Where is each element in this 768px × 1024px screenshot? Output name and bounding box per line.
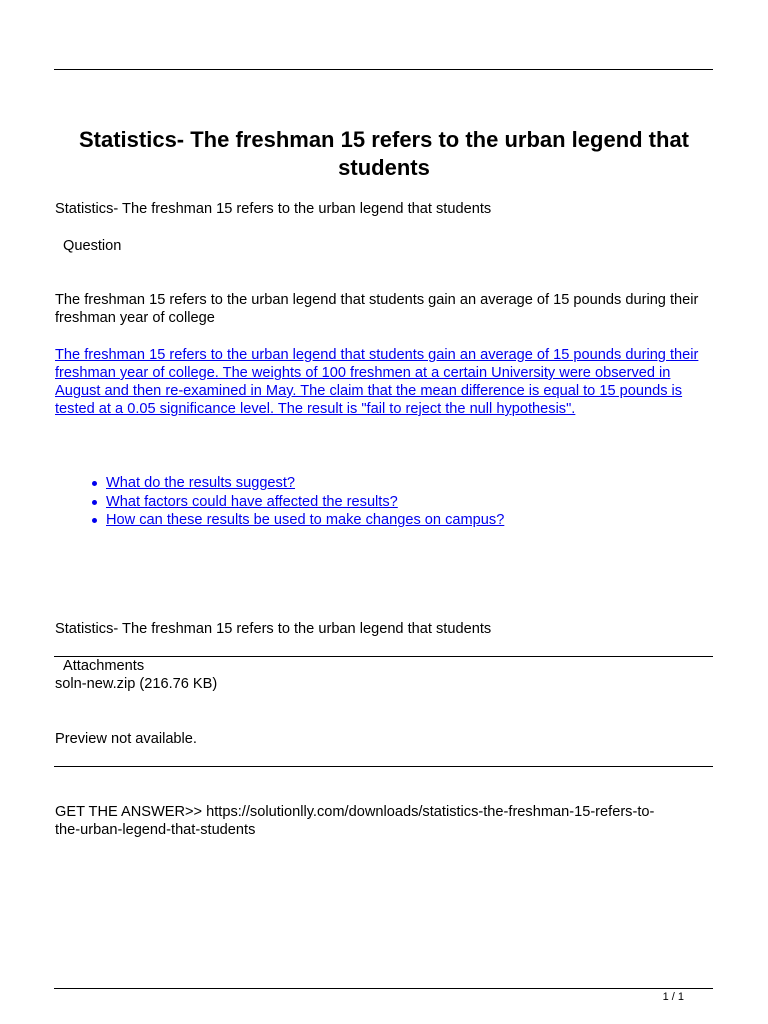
- list-item: [88, 474, 504, 493]
- repeat-title: Statistics- The freshman 15 refers to the urban legend that students: [55, 621, 492, 637]
- question-link-campus[interactable]: How can these results be used to make changes on campus?: [106, 512, 505, 528]
- attachments-top-divider: [54, 656, 713, 657]
- answer-line-2: the-urban-legend-that-students: [55, 822, 256, 838]
- question-list: [88, 474, 504, 530]
- intro-text: The freshman 15 refers to the urban legend that students gain an average of 15 pounds during their freshman year of college: [55, 292, 699, 326]
- preview-text: Preview not available.: [55, 731, 197, 747]
- bullet-icon: [92, 518, 97, 523]
- question-paragraph: [55, 346, 707, 418]
- question-link-results[interactable]: What do the results suggest?: [106, 475, 296, 491]
- page-title: Statistics- The freshman 15 refers to the urban legend that students: [78, 127, 690, 180]
- question-link-factors[interactable]: What factors could have affected the results?: [106, 493, 398, 510]
- question-paragraph-link[interactable]: The freshman 15 refers to the urban legend that students gain an average of 15 pounds during their freshman year of college. The weights of 100 freshmen at a certain University were observed in August and then re-examined in May. The claim that the mean difference is equal to 15 pounds is tested at a 0.05 significance level. The result is "fail to reject the null hypothesis".: [55, 347, 699, 417]
- answer-line-1: GET THE ANSWER>> https://solutionlly.com/downloads/statistics-the-freshman-15-refers-to-: [55, 804, 655, 820]
- bullet-icon: [92, 500, 97, 505]
- top-divider: [54, 69, 713, 70]
- page-indicator: 1 / 1: [662, 991, 684, 1003]
- list-item: [88, 493, 504, 512]
- footer-divider: [54, 988, 713, 989]
- attachments-bottom-divider: [54, 766, 713, 767]
- intro-paragraph: [55, 291, 707, 327]
- question-label: Question: [63, 238, 122, 254]
- bullet-icon: [92, 481, 97, 486]
- subtitle-line: Statistics- The freshman 15 refers to the urban legend that students: [55, 201, 492, 217]
- list-item: [88, 511, 504, 530]
- attachment-file[interactable]: soln-new.zip (216.76 KB): [55, 676, 218, 692]
- attachments-label: Attachments: [63, 658, 145, 674]
